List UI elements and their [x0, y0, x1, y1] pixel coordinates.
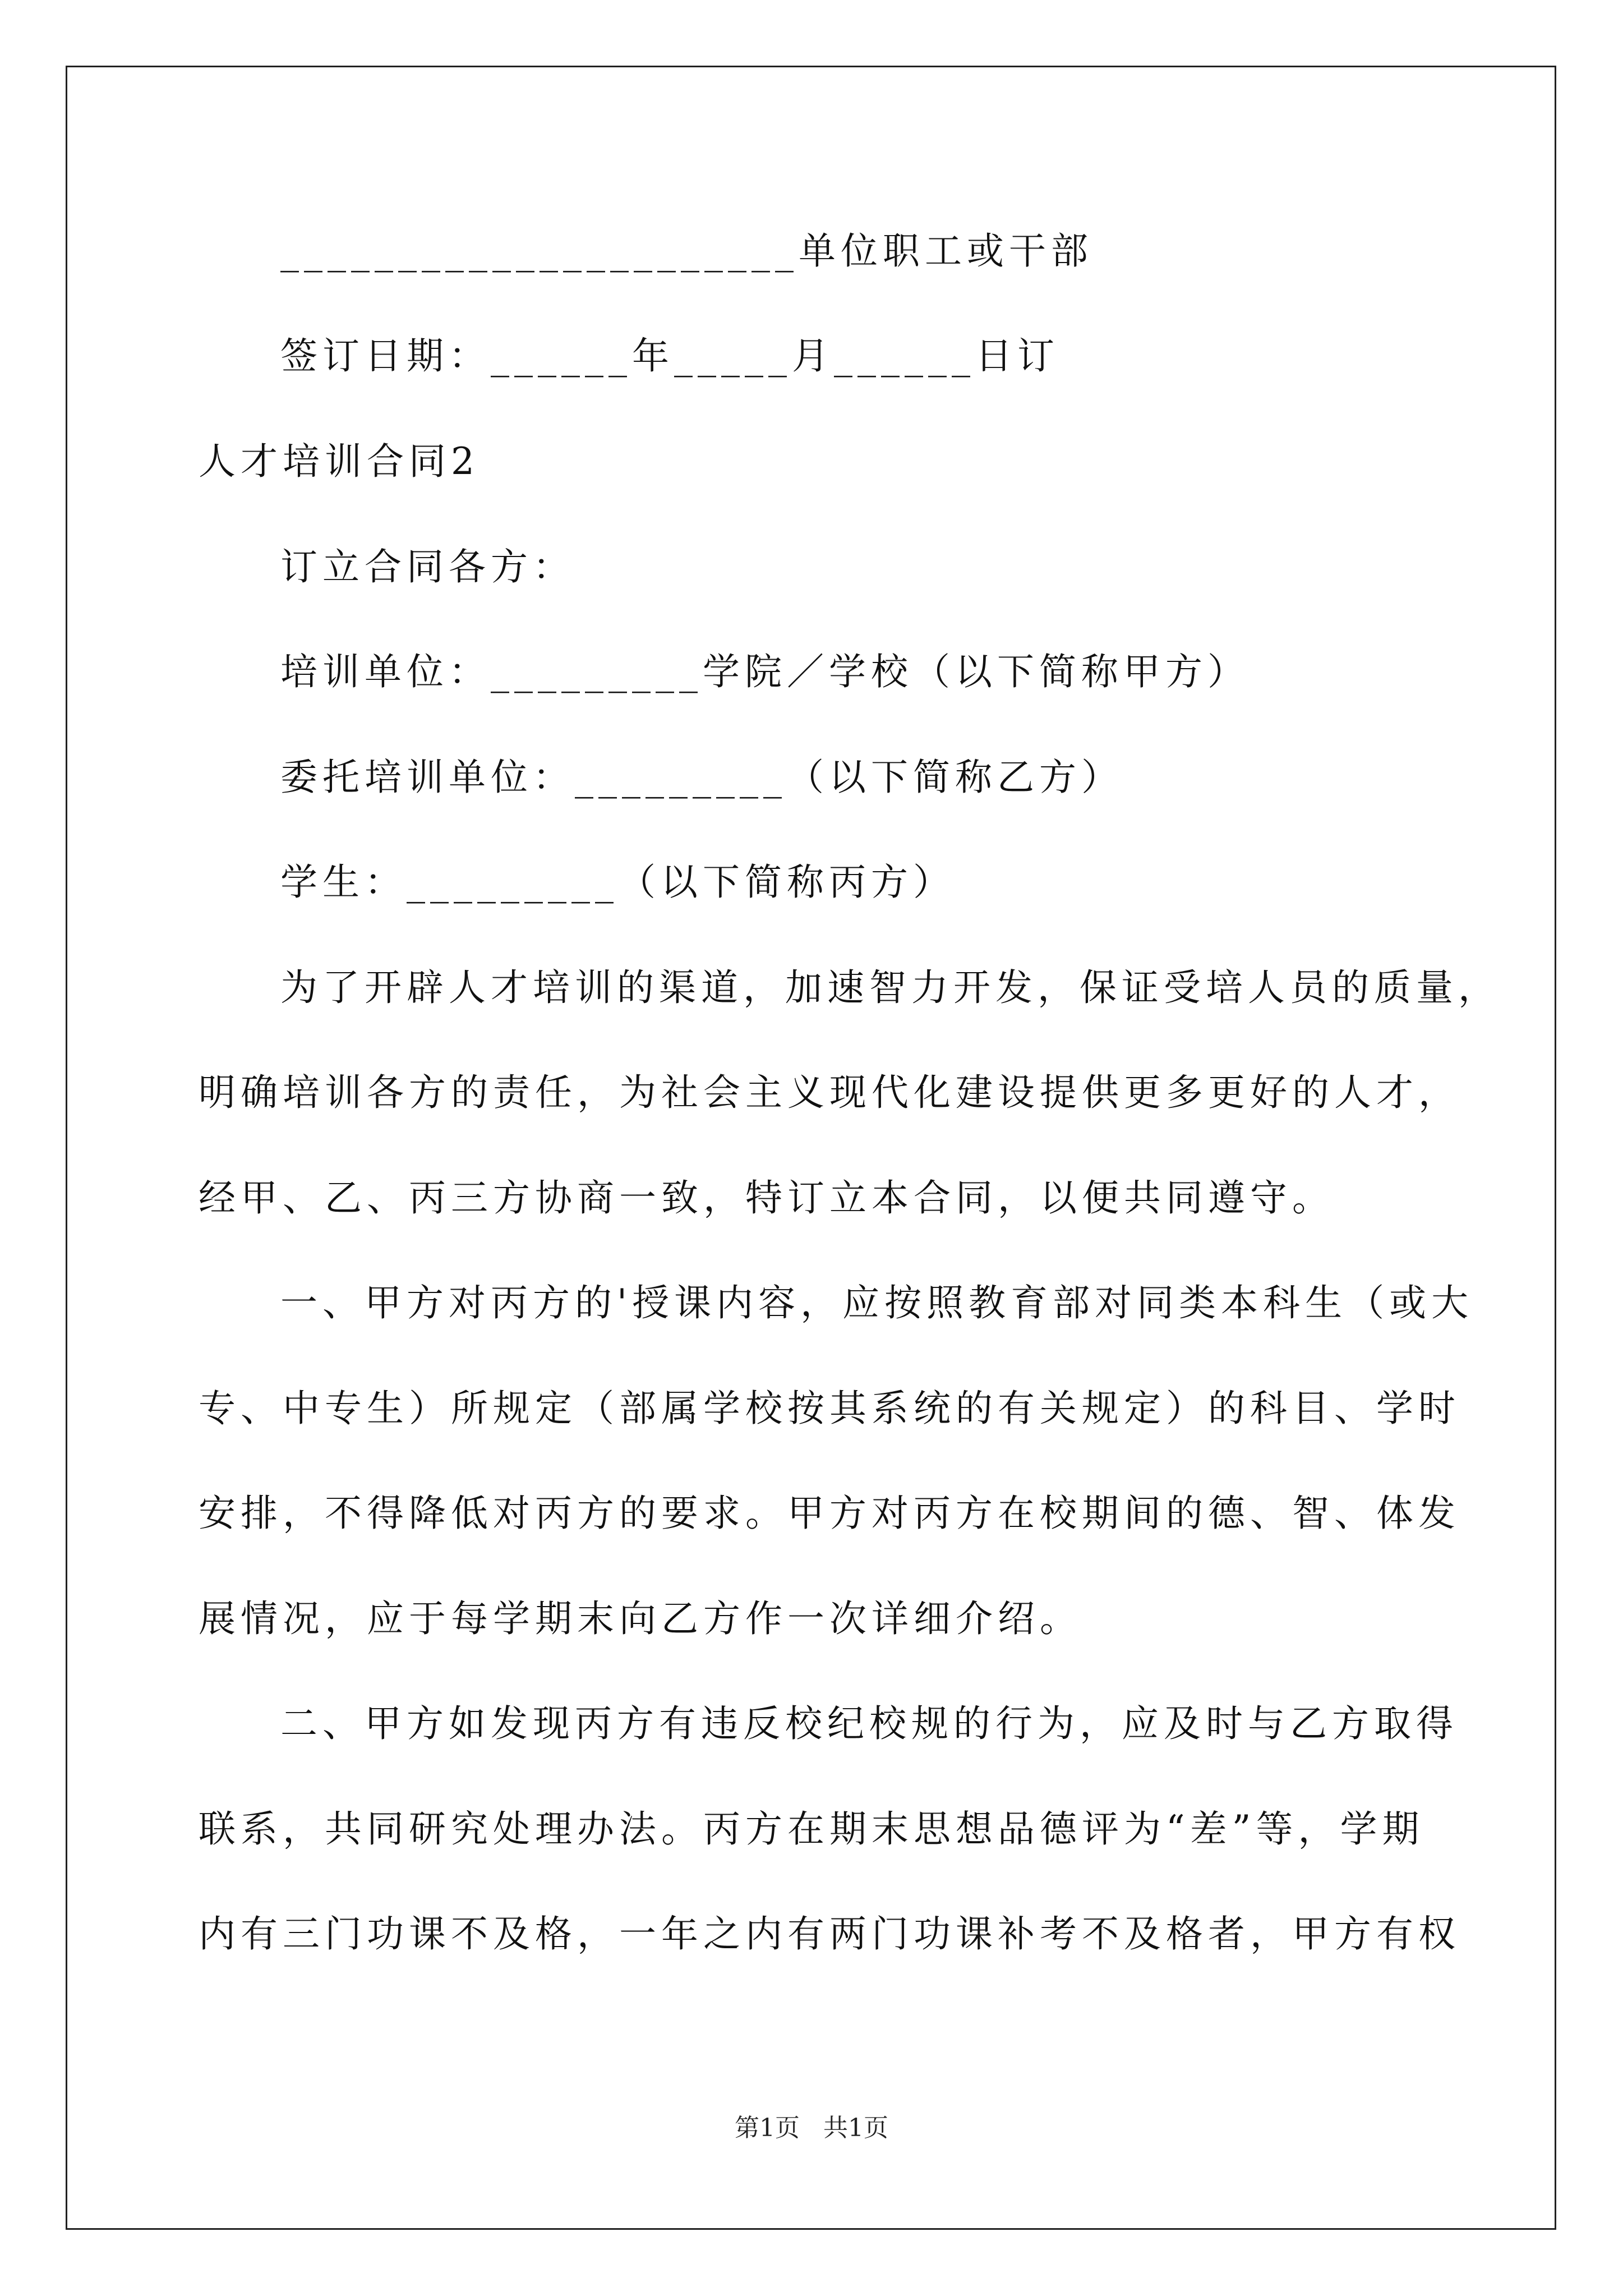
- party-b-line: 委托培训单位：_________（以下简称乙方）: [280, 756, 1123, 799]
- page-border: [66, 66, 1556, 2230]
- paragraph-line: 明确培训各方的责任，为社会主义现代化建设提供更多更好的人才，: [199, 1071, 1460, 1114]
- contract-title: 人才培训合同2: [199, 440, 479, 483]
- paragraph-line: 安排，不得降低对丙方的要求。甲方对丙方在校期间的德、智、体发: [199, 1492, 1460, 1535]
- paragraph-line: 一、甲方对丙方的'授课内容，应按照教育部对同类本科生（或大: [280, 1281, 1474, 1324]
- signature-unit-line: ______________________单位职工或干部: [280, 229, 1093, 273]
- party-c-line: 学生：_________（以下简称丙方）: [280, 861, 955, 904]
- page-number-footer: 第1页 共1页: [735, 2114, 888, 2142]
- signing-date-line: 签订日期：______年_____月______日订: [280, 334, 1059, 378]
- paragraph-line: 专、中专生）所规定（部属学校按其系统的有关规定）的科目、学时: [199, 1387, 1460, 1430]
- paragraph-line: 联系，共同研究处理办法。丙方在期末思想品德评为“差”等，学期: [199, 1807, 1424, 1851]
- paragraph-line: 展情况，应于每学期末向乙方作一次详细介绍。: [199, 1597, 1082, 1640]
- paragraph-line: 内有三门功课不及格，一年之内有两门功课补考不及格者，甲方有权: [199, 1912, 1460, 1955]
- paragraph-line: 为了开辟人才培训的渠道，加速智力开发，保证受培人员的质量，: [280, 966, 1500, 1009]
- paragraph-line: 二、甲方如发现丙方有违反校纪校规的行为，应及时与乙方取得: [280, 1702, 1458, 1745]
- parties-heading: 订立合同各方：: [280, 545, 575, 588]
- paragraph-line: 经甲、乙、丙三方协商一致，特订立本合同，以便共同遵守。: [199, 1176, 1334, 1220]
- party-a-line: 培训单位：_________学院／学校（以下简称甲方）: [280, 650, 1249, 693]
